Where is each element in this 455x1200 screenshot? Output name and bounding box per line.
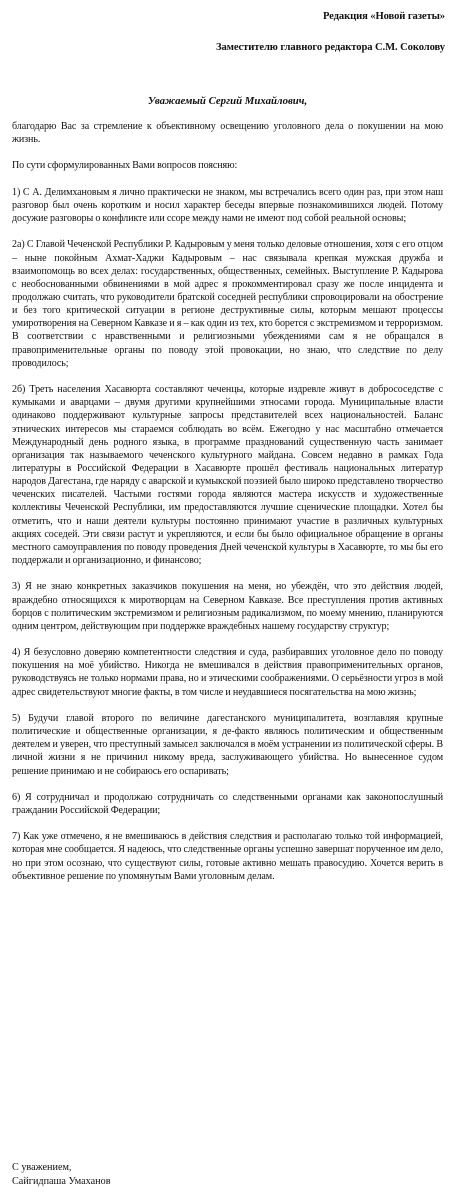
paragraph-point-6: 6) Я сотрудничал и продолжаю сотрудничать со следственными органами как законопослушный гражданин Российской Федерации;: [12, 791, 443, 816]
paragraph-point-1: 1) С А. Делимхановым я лично практически не знаком, мы встречались всего один раз, при этом наш разговор был очень коротким и носил характер беседы впервые познакомившихся людей. Потому досужие разговоры о конфликте или ссоре между нами не имеют под собой реальной основы;: [12, 186, 443, 225]
recipient-organization: Редакция «Новой газеты»: [322, 11, 445, 22]
signature-name: Сайгидпаша Умаханов: [12, 1175, 111, 1187]
salutation: Уважаемый Сергий Михайлович,: [147, 95, 308, 107]
paragraph-point-7: 7) Как уже отмечено, я не вмешиваюсь в действия следствия и располагаю только той информацией, которая мне сообщается. Я надеюсь, что следственные органы успешно завершат порученное им дело, но при этом осознаю, что существуют силы, готовые активно мешать правосудию. Хочется верить в объективное решение по упомянутым Вами уголовным делам.: [12, 831, 443, 882]
paragraph-point-4: 4) Я безусловно доверяю компетентности следствия и суда, разбиравших уголовное дело по поводу покушения на моё убийство. Никогда не вмешивался в действия правоприменительных органов, руководствуясь не только нормами права, но и этическими соображениями. О серьёзности угроз в мой адрес свидетельствуют многие факты, в том числе и неудавшиеся посягательства на мою жизнь;: [12, 647, 443, 698]
letter-closing: [12, 1161, 111, 1188]
letter-body: [12, 120, 443, 896]
paragraph-point-5: 5) Будучи главой второго по величине дагестанского муниципалитета, возглавляя крупные политические и общественные организации, я де-факто являюсь политическим и общественным деятелем и уверен, что преступный замысел заключался в моём устранении из политической сферы. В личной жизни я не причинил никому вреда, заслуживающего убийства. Но вынесенное судом решение принимаю и не собираюсь его оспаривать;: [12, 712, 443, 777]
paragraph-point-3: 3) Я не знаю конкретных заказчиков покушения на меня, но убеждён, что это действия людей, враждебно относящихся к миротворцам на Северном Кавказе. Все преступления против активных борцов с политическим экстремизмом и религиозным радикализмом, по моему мнению, планируются одним центром, действующим при поддержке враждебных нашему государству структур;: [12, 581, 443, 632]
paragraph-point-2b: 2б) Треть населения Хасавюрта составляют чеченцы, которые издревле живут в добрососедстве с кумыками и аварцами – двумя другими крупнейшими этносами города. Муниципальные власти одинаково поддерживают культурные запросы представителей всех национальностей. Баланс этнических интересов мы стараемся соблюдать во всём. Ежегодно у нас масштабно отмечается Международный день родного языка, в программе празднований существенную часть занимает организация так называемого чеченского культурного майдана. Совсем недавно в рамках Года литературы в Российской Федерации в Хасавюрте прошёл фестиваль национальных литератур народов Дагестана, где наряду с аварской и кумыкской поэзией было широко представлено творчество чеченских писателей. Частыми гостями города являются мастера искусств и художественные коллективы Чеченской Республики, им предоставляются лучшие сценические площадки. Хотел бы отметить, что и наши деятели культуры постоянно принимают участие в различных культурных акциях соседей. Эти связи растут и укрепляются, и если бы было официальное обращение в органы местного самоуправления по поводу проведения Дней чеченской культуры в Хасавюрте, то мы бы его поддержали и организационно, и финансово;: [12, 384, 443, 567]
paragraph-point-2a: 2а) С Главой Чеченской Республики Р. Кадыровым у меня только деловые отношения, хотя с его отцом – ныне покойным Ахмат-Хаджи Кадыровым – нас связывала крепкая мужская дружба и взаимопомощь во всех делах: государственных, общественных, семейных. Выступление Р. Кадырова с необоснованными обвинениями в мой адрес я прокомментировал сразу же после инцидента и продолжаю считать, что руководители братской соседней республики спровоцировали на обострение и без того критической ситуации в регионе деструктивные силы, которым мешают процессы умиротворения на Северном Кавказе и я – как один из тех, кто борется с экстремизмом и терроризмом. В соответствии с нравственными и религиозными убеждениями сам я не обращался в правоприменительные органы по поводу этой провокации, но знаю, что следствие по делу проводилось;: [12, 239, 443, 369]
paragraph-intro: благодарю Вас за стремление к объективному освещению уголовного дела о покушении на мою жизнь.: [12, 121, 443, 146]
paragraph-lead: По сути сформулированных Вами вопросов поясняю:: [12, 160, 238, 172]
closing-regards: С уважением,: [12, 1162, 72, 1173]
recipient-person: Заместителю главного редактора С.М. Соколову: [216, 42, 445, 53]
